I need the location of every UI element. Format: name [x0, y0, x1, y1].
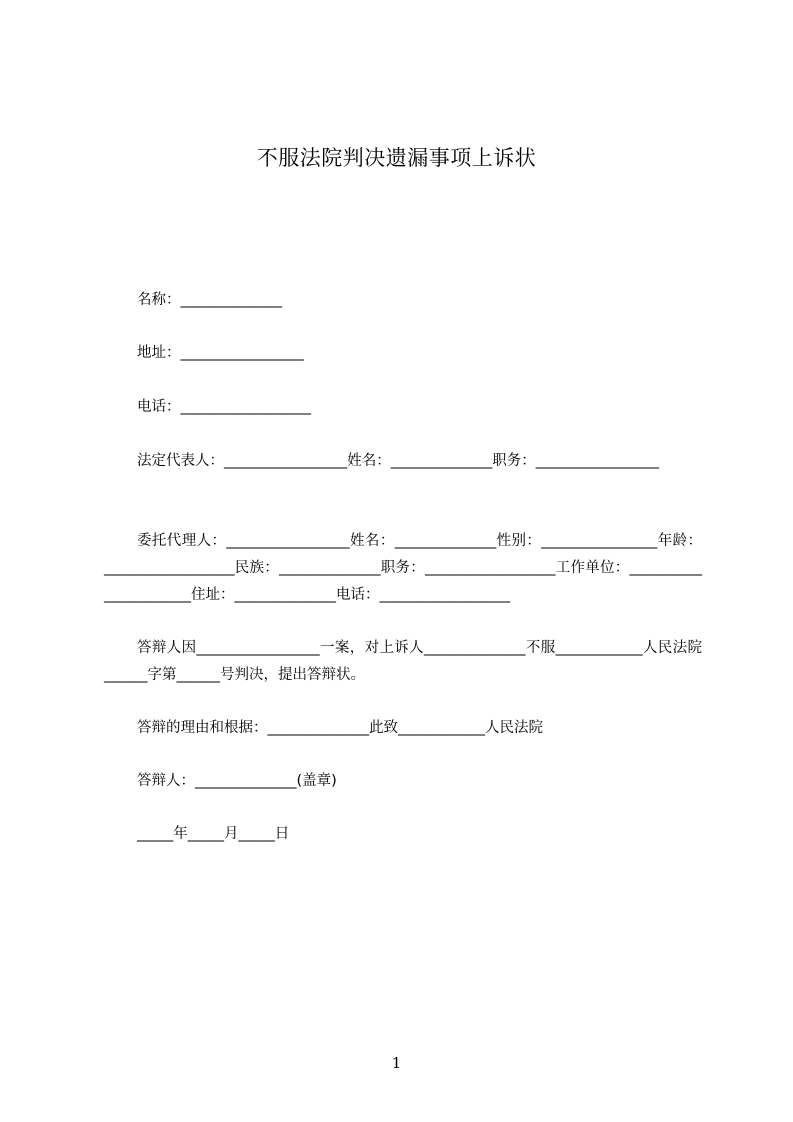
case-statement-paragraph: 答辩人因_________________一案，对上诉人______________不服____________人民法院______字第______号判决，提出答辩状。: [104, 640, 702, 683]
respondent-signature-line: 答辩人：______________(盖章): [137, 773, 337, 789]
page-number: 1: [391, 1054, 402, 1072]
name-field-line: 名称：______________: [137, 292, 282, 308]
document-title: 不服法院判决遗漏事项上诉状: [256, 146, 537, 170]
legal-representative-paragraph: 法定代表人：_________________姓名：______________职务：_________________: [137, 453, 659, 469]
date-line: _____年_____月_____日: [137, 826, 290, 842]
phone-field-line: 电话：__________________: [137, 399, 311, 415]
address-field-line: 地址：_________________: [137, 345, 304, 361]
reasons-line: 答辩的理由和根据：______________此致____________人民法院: [137, 720, 543, 736]
agent-paragraph: 委托代理人：_________________姓名：______________性别：________________年龄：__________________民族：______________职务：__________________工作单位：______________________住址：______________电话：__________________: [104, 533, 702, 603]
